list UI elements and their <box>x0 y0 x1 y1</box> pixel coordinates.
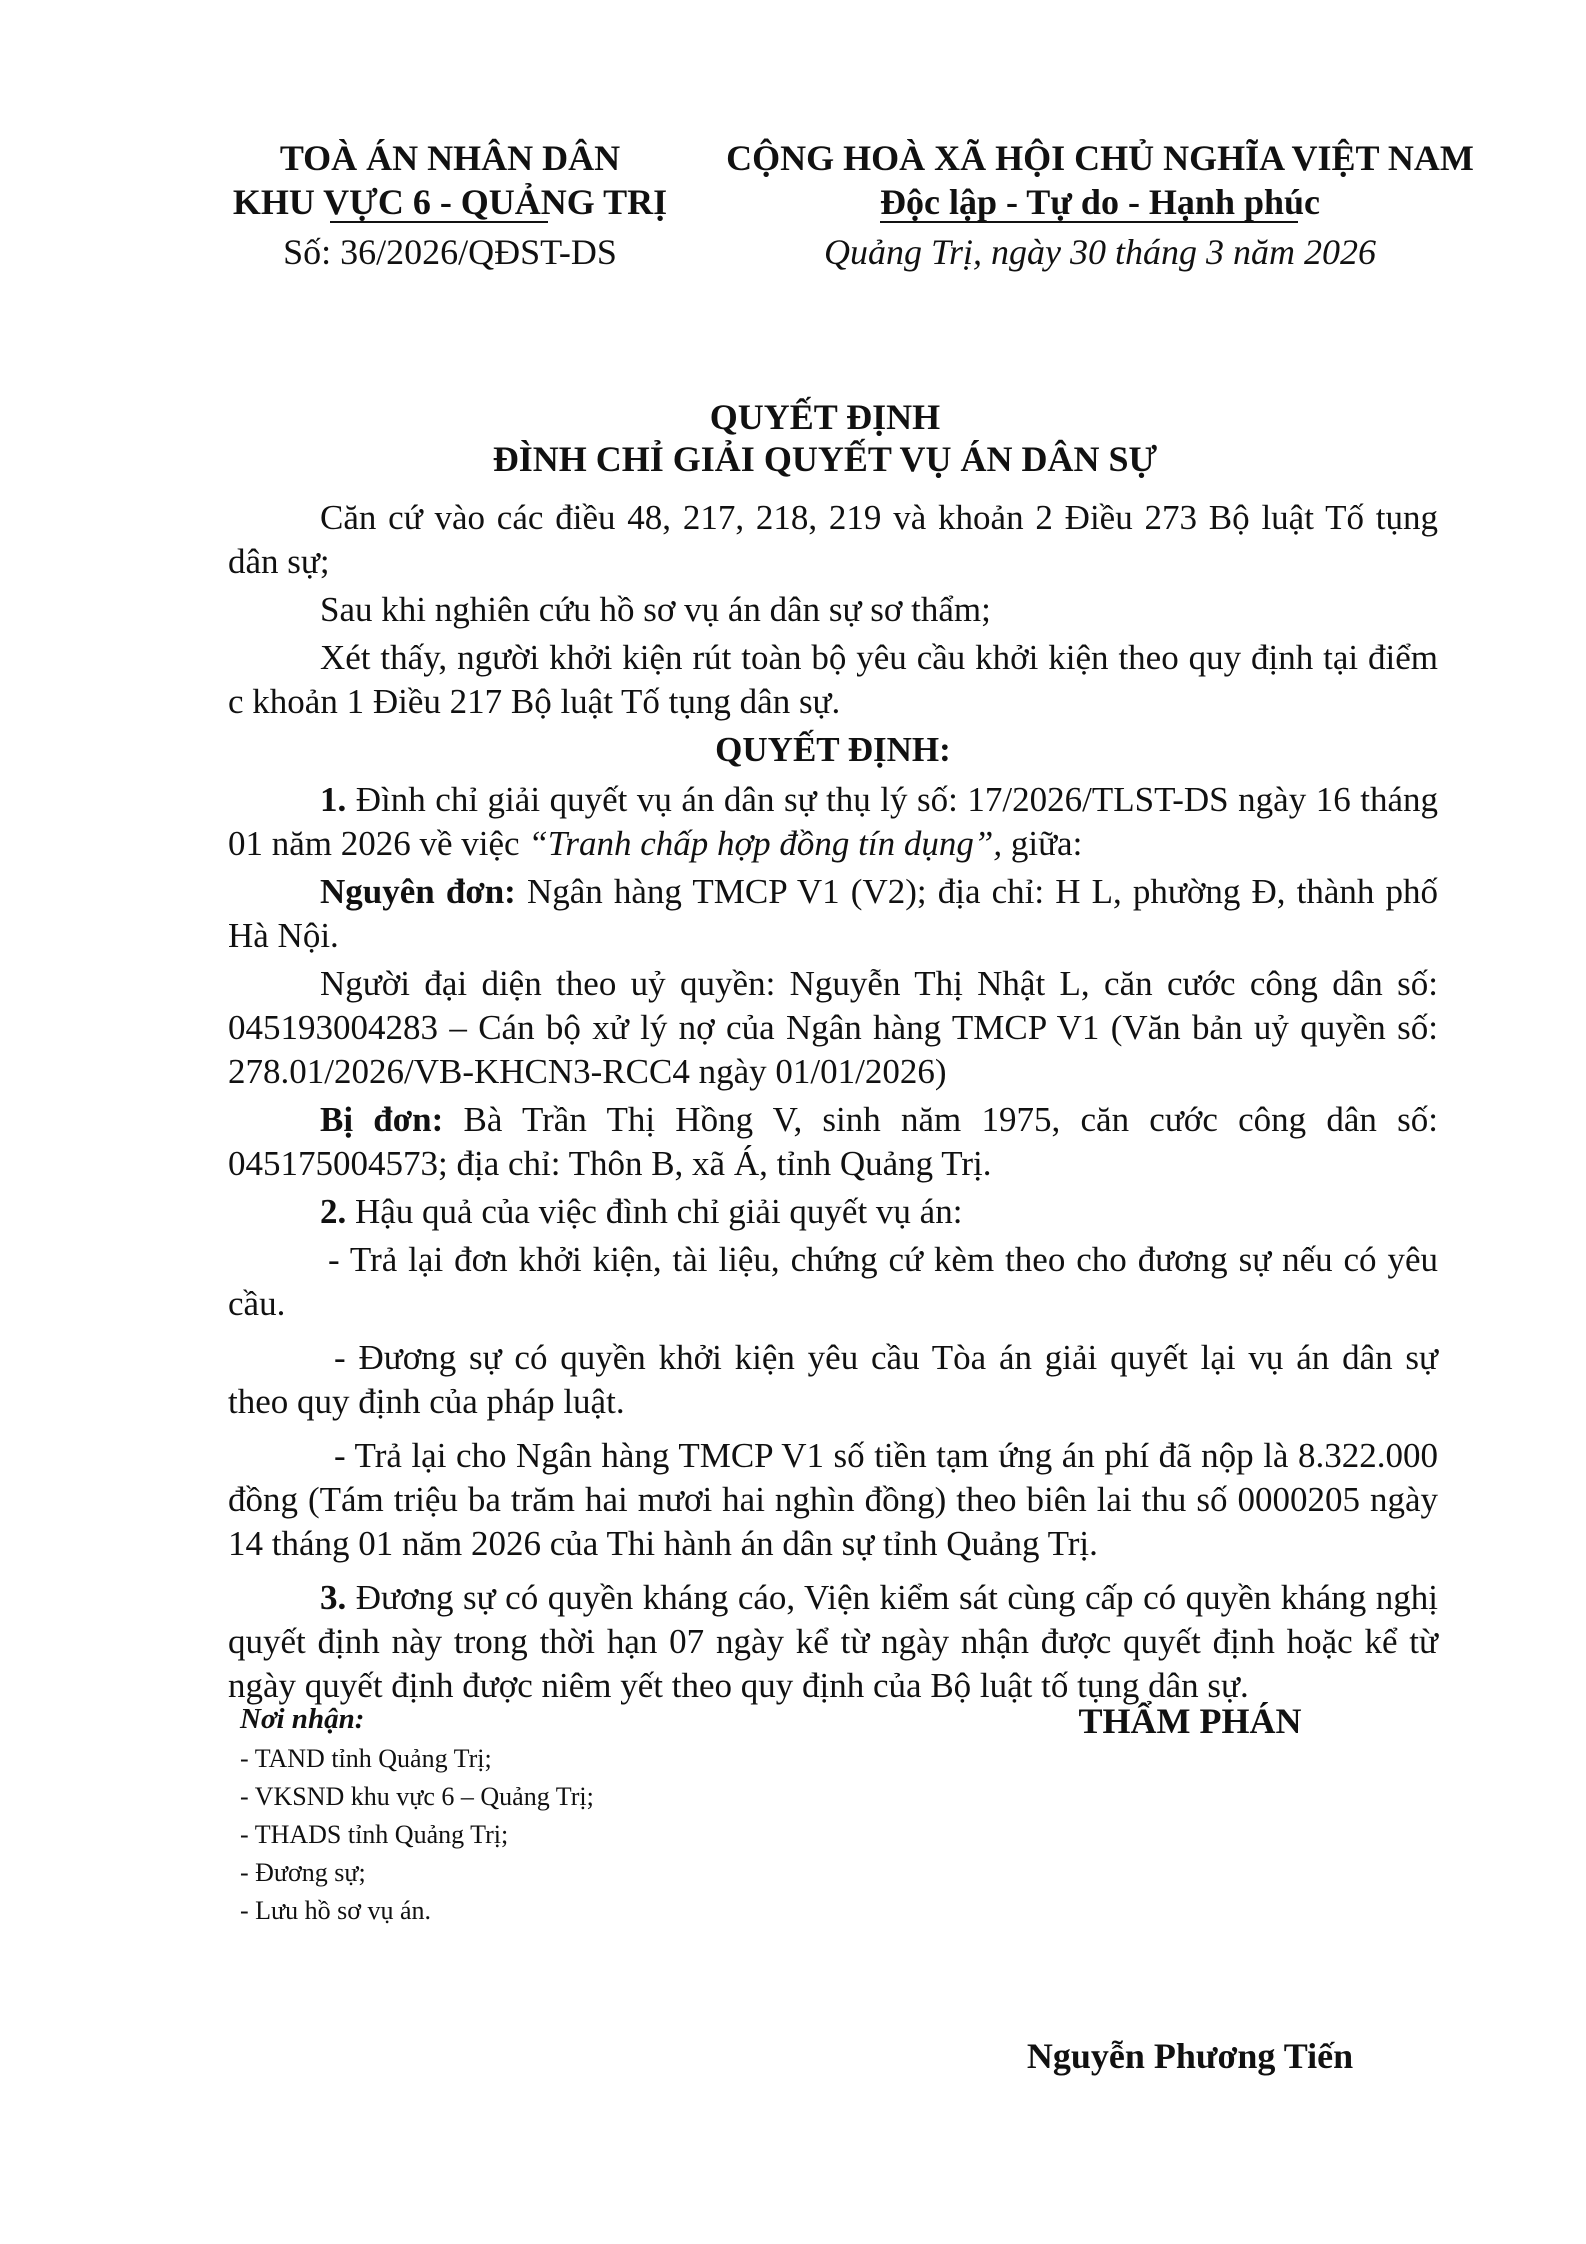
decision-heading: QUYẾT ĐỊNH: <box>715 730 951 769</box>
case-name: “Tranh chấp hợp đồng tín dụng”, <box>528 824 1003 863</box>
item-2-number: 2. <box>320 1192 347 1231</box>
defendant-paragraph <box>228 1098 1438 1186</box>
item-3-number: 3. <box>320 1578 347 1617</box>
defendant-label: Bị đơn: <box>320 1100 444 1139</box>
court-header <box>200 136 700 274</box>
court-name-line1: TOÀ ÁN NHÂN DÂN <box>279 138 621 178</box>
title-line1: QUYẾT ĐỊNH <box>709 397 941 437</box>
recipient-item: - VKSND khu vực 6 – Quảng Trị; <box>240 1782 594 1811</box>
judge-title: THẨM PHÁN <box>1078 1701 1302 1741</box>
item-2-text: Hậu quả của việc đình chỉ giải quyết vụ án: <box>346 1192 963 1231</box>
issue-date: Quảng Trị, ngày 30 tháng 3 năm 2026 <box>823 232 1377 272</box>
court-header-underline <box>330 221 548 223</box>
research-paragraph: Sau khi nghiên cứu hồ sơ vụ án dân sự sơ thẩm; <box>320 590 991 629</box>
recipients-heading: Nơi nhận: <box>240 1703 365 1735</box>
document-title <box>200 396 1450 480</box>
consequence-3: - Trả lại cho Ngân hàng TMCP V1 số tiền tạm ứng án phí đã nộp là 8.322.000 đồng (Tám triệu ba trăm hai mươi hai nghìn đồng) theo biên lai thu số 0000205 ngày 14 tháng 01 năm 2026 của Thi hành án dân sự tỉnh Quảng Trị. <box>228 1436 1438 1563</box>
recipient-item: - TAND tỉnh Quảng Trị; <box>240 1744 492 1773</box>
title-line2: ĐÌNH CHỈ GIẢI QUYẾT VỤ ÁN DÂN SỰ <box>492 439 1158 479</box>
item-3-paragraph <box>228 1576 1438 1708</box>
recipient-item: - THADS tỉnh Quảng Trị; <box>240 1820 509 1849</box>
item-1-text-b: giữa: <box>1002 824 1083 863</box>
plaintiff-text: Ngân hàng TMCP V1 (V2); địa chỉ: H L, phường Đ, thành phố Hà Nội. <box>228 872 1438 955</box>
item-1-paragraph <box>228 778 1438 866</box>
recipient-item: - Đương sự; <box>240 1858 366 1887</box>
national-header <box>700 136 1500 274</box>
document-body <box>228 496 1438 1712</box>
defendant-text: Bà Trần Thị Hồng V, sinh năm 1975, căn cước công dân số: 045175004573; địa chỉ: Thôn B, xã Á, tỉnh Quảng Trị. <box>228 1100 1438 1183</box>
legal-basis-paragraph: Căn cứ vào các điều 48, 217, 218, 219 và khoản 2 Điều 273 Bộ luật Tố tụng dân sự; <box>228 498 1438 581</box>
recipient-item: - Lưu hồ sơ vụ án. <box>240 1896 432 1925</box>
nation-name: CỘNG HOÀ XÃ HỘI CHỦ NGHĨA VIỆT NAM <box>726 138 1474 178</box>
consideration-paragraph: Xét thấy, người khởi kiện rút toàn bộ yêu cầu khởi kiện theo quy định tại điểm c khoản 1 Điều 217 Bộ luật Tố tụng dân sự. <box>228 638 1438 721</box>
item-3-text: Đương sự có quyền kháng cáo, Viện kiểm sát cùng cấp có quyền kháng nghị quyết định này trong thời hạn 07 ngày kể từ ngày nhận được quyết định hoặc kể từ ngày quyết định được niêm yết theo quy định của Bộ luật tố tụng dân sự. <box>228 1578 1438 1705</box>
item-2-paragraph <box>228 1190 1438 1234</box>
motto-underline <box>880 221 1298 223</box>
judge-name: Nguyễn Phương Tiến <box>1026 2036 1354 2076</box>
item-1-text-a: Đình chỉ giải quyết vụ án dân sự thụ lý số: 17/2026/TLST-DS ngày 16 tháng 01 năm 2026 về việc <box>228 780 1438 863</box>
decision-number: Số: 36/2026/QĐST-DS <box>283 232 617 272</box>
recipients-list <box>240 1700 800 1930</box>
plaintiff-paragraph <box>228 870 1438 958</box>
representative-paragraph: Người đại diện theo uỷ quyền: Nguyễn Thị Nhật L, căn cước công dân số: 045193004283 – Cán bộ xử lý nợ của Ngân hàng TMCP V1 (Văn bản uỷ quyền số: 278.01/2026/VB-KHCN3-RCC4 ngày 01/01/2026) <box>228 964 1438 1091</box>
consequence-1: - Trả lại đơn khởi kiện, tài liệu, chứng cứ kèm theo cho đương sự nếu có yêu cầu. <box>228 1240 1438 1323</box>
item-1-number: 1. <box>320 780 347 819</box>
consequence-2: - Đương sự có quyền khởi kiện yêu cầu Tòa án giải quyết lại vụ án dân sự theo quy định của pháp luật. <box>228 1338 1438 1421</box>
plaintiff-label: Nguyên đơn: <box>320 872 516 911</box>
nation-motto: Độc lập - Tự do - Hạnh phúc <box>879 182 1321 222</box>
court-name-line2: KHU VỰC 6 - QUẢNG TRỊ <box>232 182 668 222</box>
